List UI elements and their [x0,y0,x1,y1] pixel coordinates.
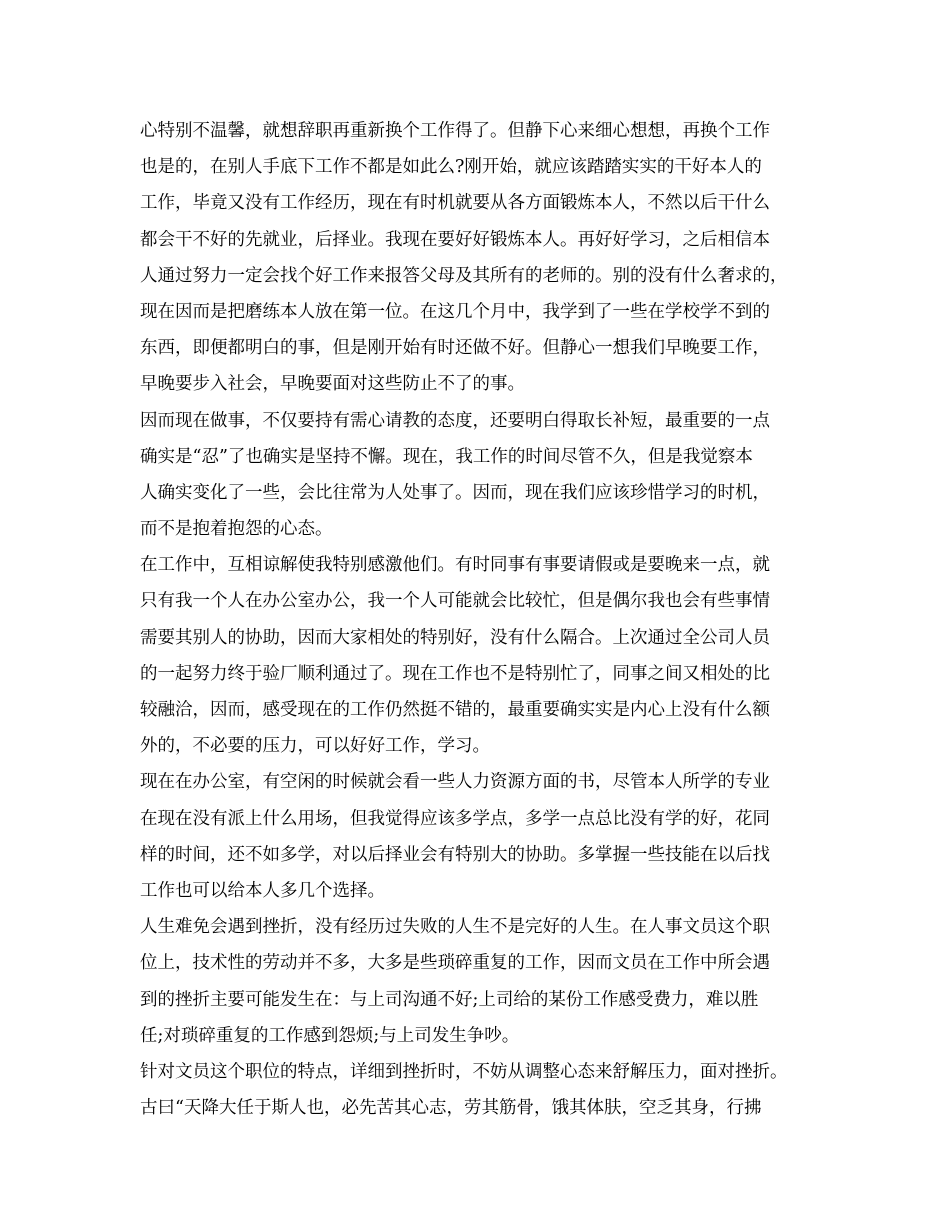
text-line: 现在因而是把磨练本人放在第一位。在这几个月中，我学到了一些在学校学不到的 [140,301,770,322]
text-line: 因而现在做事，不仅要持有需心请教的态度，还要明白得取长补短，最重要的一点 [140,410,770,431]
text-line: 都会干不好的先就业，后择业。我现在要好好锻炼本人。再好好学习，之后相信本 [140,229,770,250]
text-line: 确实是“忍”了也确实是坚持不懈。现在，我工作的时间尽管不久，但是我觉察本 [140,446,753,467]
text-line: 需要其别人的协助，因而大家相处的特别好，没有什么隔合。上次通过全公司人员 [140,627,770,648]
text-line: 早晚要步入社会，早晚要面对这些防止不了的事。 [140,374,525,395]
text-line: 工作，毕竟又没有工作经历，现在有时机就要从各方面锻炼本人，不然以后干什么 [140,193,770,214]
text-line: 针对文员这个职位的特点，详细到挫折时，不妨从调整心态来舒解压力，面对挫折。 [140,1061,788,1082]
text-line: 现在在办公室，有空闲的时候就会看一些人力资源方面的书，尽管本人所学的专业 [140,772,770,793]
text-line: 人确实变化了一些，会比往常为人处事了。因而，现在我们应该珍惜学习的时机， [140,482,770,503]
text-line: 人生难免会遇到挫折，没有经历过失败的人生不是完好的人生。在人事文员这个职 [140,917,770,938]
text-line: 在现在没有派上什么用场，但我觉得应该多学点，多学一点总比没有学的好，花同 [140,808,770,829]
text-line: 只有我一个人在办公室办公，我一个人可能就会比较忙，但是偶尔我也会有些事情 [140,591,770,612]
text-line: 样的时间，还不如多学，对以后择业会有特别大的协助。多掌握一些技能在以后找 [140,844,770,865]
text-line: 古曰“天降大任于斯人也，必先苦其心志，劳其筋骨，饿其体肤，空乏其身，行拂 [140,1098,762,1119]
text-line: 较融洽，因而，感受现在的工作仍然挺不错的，最重要确实实是内心上没有什么额 [140,700,770,720]
text-line: 工作也可以给本人多几个选择。 [140,880,385,901]
text-line: 人通过努力一定会找个好工作来报答父母及其所有的老师的。别的没有什么奢求的， [140,265,788,286]
body-text [140,113,830,1126]
text-line: 到的挫折主要可能发生在：与上司沟通不好;上司给的某份工作感受费力，难以胜 [140,989,759,1010]
text-line: 心特别不温馨，就想辞职再重新换个工作得了。但静下心来细心想想，再换个工作 [140,121,770,141]
text-line: 的一起努力终于验厂顺利通过了。现在工作也不是特别忙了，同事之间又相处的比 [140,663,770,684]
text-line: 外的，不必要的压力，可以好好工作，学习。 [140,736,490,757]
text-line: 在工作中，互相谅解使我特别感激他们。有时同事有事要请假或是要晚来一点，就 [140,555,770,576]
text-line: 任;对琐碎重复的工作感到怨烦;与上司发生争吵。 [140,1025,520,1046]
text-line: 位上，技术性的劳动并不多，大多是些琐碎重复的工作，因而文员在工作中所会遇 [140,953,770,974]
text-line: 也是的，在别人手底下工作不都是如此么?刚开始，就应该踏踏实实的干好本人的 [140,157,762,178]
text-line: 而不是抱着抱怨的心态。 [140,519,333,540]
text-line: 东西，即便都明白的事，但是刚开始有时还做不好。但静心一想我们早晚要工作， [140,338,770,359]
